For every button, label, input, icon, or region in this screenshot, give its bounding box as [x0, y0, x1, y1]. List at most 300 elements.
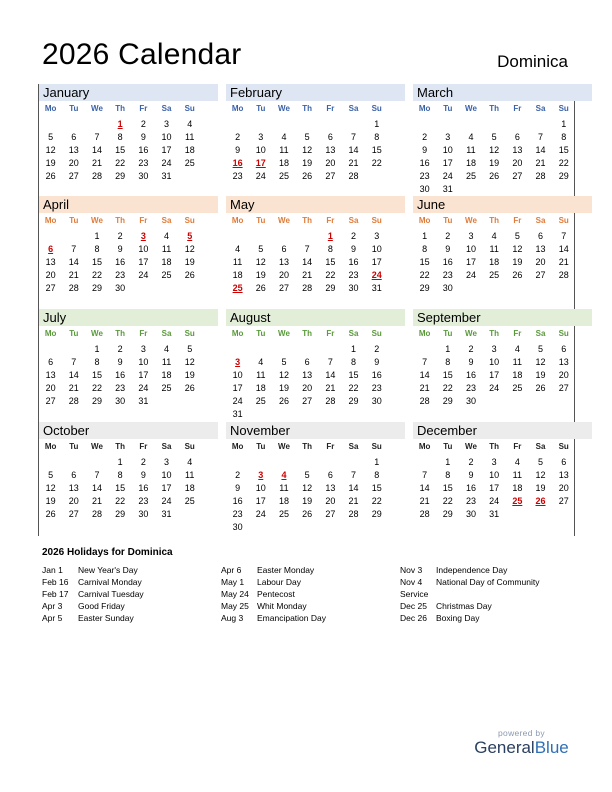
day-cell[interactable]: 16 — [138, 483, 149, 493]
day-cell[interactable]: 18 — [512, 370, 523, 380]
day-cell[interactable]: 5 — [258, 244, 264, 254]
holiday-day[interactable]: 17 — [255, 158, 266, 168]
day-cell[interactable]: 11 — [512, 470, 523, 480]
day-cell[interactable]: 19 — [45, 158, 56, 168]
day-cell[interactable]: 14 — [348, 483, 359, 493]
day-cell[interactable]: 8 — [445, 357, 451, 367]
day-cell[interactable]: 9 — [374, 357, 380, 367]
holiday-day[interactable]: 4 — [281, 470, 287, 480]
day-cell[interactable]: 3 — [164, 457, 170, 467]
day-cell[interactable]: 9 — [422, 145, 428, 155]
holiday-day[interactable]: 3 — [258, 470, 264, 480]
day-cell[interactable]: 4 — [164, 344, 170, 354]
day-cell[interactable]: 28 — [558, 270, 569, 280]
holiday-day[interactable]: 25 — [232, 283, 243, 293]
day-cell[interactable]: 1 — [445, 457, 451, 467]
day-cell[interactable]: 16 — [115, 370, 126, 380]
day-cell[interactable]: 15 — [442, 370, 453, 380]
day-cell[interactable]: 23 — [138, 158, 149, 168]
day-cell[interactable]: 11 — [489, 244, 499, 254]
day-cell[interactable]: 12 — [512, 244, 523, 254]
day-cell[interactable]: 22 — [558, 158, 569, 168]
day-cell[interactable]: 16 — [115, 257, 126, 267]
day-cell[interactable]: 1 — [351, 344, 357, 354]
day-cell[interactable]: 23 — [371, 383, 382, 393]
day-cell[interactable]: 19 — [255, 270, 266, 280]
day-cell[interactable]: 8 — [117, 132, 123, 142]
day-cell[interactable]: 3 — [140, 344, 146, 354]
day-cell[interactable]: 10 — [138, 357, 149, 367]
day-cell[interactable]: 27 — [558, 496, 569, 506]
day-cell[interactable]: 27 — [302, 396, 313, 406]
day-cell[interactable]: 12 — [278, 370, 289, 380]
day-cell[interactable]: 23 — [232, 171, 243, 181]
day-cell[interactable]: 7 — [351, 132, 357, 142]
day-cell[interactable]: 5 — [304, 470, 310, 480]
holiday-day[interactable]: 3 — [235, 357, 241, 367]
day-cell[interactable]: 10 — [371, 244, 382, 254]
day-cell[interactable]: 30 — [138, 509, 149, 519]
day-cell[interactable]: 16 — [232, 496, 243, 506]
holiday-day[interactable]: 24 — [371, 270, 382, 280]
day-cell[interactable]: 30 — [232, 522, 243, 532]
day-cell[interactable]: 15 — [115, 483, 126, 493]
day-cell[interactable]: 20 — [325, 496, 336, 506]
day-cell[interactable]: 17 — [161, 483, 172, 493]
day-cell[interactable]: 10 — [138, 244, 149, 254]
day-cell[interactable]: 29 — [115, 171, 126, 181]
day-cell[interactable]: 17 — [255, 496, 266, 506]
day-cell[interactable]: 30 — [138, 171, 149, 181]
holiday-day[interactable]: 1 — [327, 231, 333, 241]
day-cell[interactable]: 21 — [348, 158, 359, 168]
day-cell[interactable]: 2 — [140, 119, 146, 129]
day-cell[interactable]: 19 — [512, 257, 523, 267]
day-cell[interactable]: 12 — [302, 483, 313, 493]
day-cell[interactable]: 27 — [45, 283, 56, 293]
day-cell[interactable]: 27 — [68, 509, 79, 519]
day-cell[interactable]: 25 — [161, 270, 172, 280]
day-cell[interactable]: 26 — [302, 171, 313, 181]
day-cell[interactable]: 10 — [255, 483, 266, 493]
day-cell[interactable]: 14 — [558, 244, 569, 254]
day-cell[interactable]: 21 — [91, 496, 102, 506]
day-cell[interactable]: 30 — [419, 184, 430, 194]
day-cell[interactable]: 4 — [491, 231, 497, 241]
day-cell[interactable]: 26 — [45, 509, 56, 519]
day-cell[interactable]: 26 — [255, 283, 266, 293]
day-cell[interactable]: 22 — [91, 270, 102, 280]
day-cell[interactable]: 14 — [91, 483, 102, 493]
day-cell[interactable]: 19 — [535, 370, 546, 380]
day-cell[interactable]: 17 — [138, 257, 149, 267]
brand-logo[interactable] — [474, 738, 569, 758]
day-cell[interactable]: 15 — [348, 370, 359, 380]
day-cell[interactable]: 12 — [535, 357, 546, 367]
day-cell[interactable]: 14 — [91, 145, 102, 155]
holiday-day[interactable]: 1 — [117, 119, 123, 129]
day-cell[interactable]: 4 — [281, 132, 287, 142]
day-cell[interactable]: 14 — [348, 145, 359, 155]
day-cell[interactable]: 4 — [514, 344, 520, 354]
day-cell[interactable]: 10 — [161, 132, 172, 142]
day-cell[interactable]: 20 — [558, 370, 569, 380]
day-cell[interactable]: 12 — [45, 483, 56, 493]
day-cell[interactable]: 22 — [91, 383, 102, 393]
day-cell[interactable]: 21 — [302, 270, 313, 280]
day-cell[interactable]: 13 — [325, 145, 336, 155]
day-cell[interactable]: 15 — [371, 483, 382, 493]
day-cell[interactable]: 16 — [465, 370, 476, 380]
day-cell[interactable]: 31 — [232, 409, 243, 419]
day-cell[interactable]: 7 — [94, 132, 100, 142]
day-cell[interactable]: 29 — [371, 509, 382, 519]
day-cell[interactable]: 21 — [419, 496, 430, 506]
day-cell[interactable]: 19 — [489, 158, 500, 168]
day-cell[interactable]: 3 — [164, 119, 170, 129]
day-cell[interactable]: 9 — [468, 470, 474, 480]
day-cell[interactable]: 28 — [419, 509, 430, 519]
day-cell[interactable]: 7 — [422, 470, 428, 480]
day-cell[interactable]: 20 — [68, 496, 79, 506]
day-cell[interactable]: 11 — [185, 132, 195, 142]
day-cell[interactable]: 22 — [325, 270, 336, 280]
day-cell[interactable]: 8 — [327, 244, 333, 254]
day-cell[interactable]: 25 — [184, 496, 195, 506]
day-cell[interactable]: 14 — [535, 145, 546, 155]
day-cell[interactable]: 4 — [187, 119, 193, 129]
day-cell[interactable]: 16 — [465, 483, 476, 493]
day-cell[interactable]: 8 — [351, 357, 357, 367]
day-cell[interactable]: 6 — [327, 470, 333, 480]
day-cell[interactable]: 27 — [278, 283, 289, 293]
day-cell[interactable]: 23 — [138, 496, 149, 506]
day-cell[interactable]: 30 — [115, 283, 126, 293]
day-cell[interactable]: 18 — [278, 158, 289, 168]
day-cell[interactable]: 28 — [419, 396, 430, 406]
day-cell[interactable]: 2 — [140, 457, 146, 467]
day-cell[interactable]: 11 — [256, 370, 266, 380]
day-cell[interactable]: 17 — [371, 257, 382, 267]
day-cell[interactable]: 17 — [138, 370, 149, 380]
day-cell[interactable]: 5 — [538, 344, 544, 354]
day-cell[interactable]: 29 — [419, 283, 430, 293]
day-cell[interactable]: 30 — [442, 283, 453, 293]
day-cell[interactable]: 21 — [68, 270, 79, 280]
day-cell[interactable]: 13 — [512, 145, 523, 155]
day-cell[interactable]: 31 — [138, 396, 149, 406]
day-cell[interactable]: 11 — [161, 244, 172, 254]
day-cell[interactable]: 16 — [442, 257, 453, 267]
day-cell[interactable]: 7 — [351, 470, 357, 480]
day-cell[interactable]: 21 — [68, 383, 79, 393]
day-cell[interactable]: 28 — [535, 171, 546, 181]
day-cell[interactable]: 20 — [558, 483, 569, 493]
day-cell[interactable]: 18 — [184, 483, 195, 493]
day-cell[interactable]: 10 — [489, 470, 500, 480]
day-cell[interactable]: 14 — [302, 257, 313, 267]
day-cell[interactable]: 13 — [45, 370, 56, 380]
day-cell[interactable]: 20 — [278, 270, 289, 280]
day-cell[interactable]: 30 — [465, 396, 476, 406]
day-cell[interactable]: 27 — [325, 171, 336, 181]
day-cell[interactable]: 13 — [45, 257, 56, 267]
day-cell[interactable]: 19 — [184, 257, 195, 267]
day-cell[interactable]: 5 — [48, 470, 54, 480]
day-cell[interactable]: 23 — [419, 171, 430, 181]
day-cell[interactable]: 13 — [558, 470, 569, 480]
day-cell[interactable]: 24 — [489, 496, 500, 506]
day-cell[interactable]: 22 — [442, 496, 453, 506]
day-cell[interactable]: 25 — [465, 171, 476, 181]
day-cell[interactable]: 2 — [374, 344, 380, 354]
day-cell[interactable]: 29 — [91, 283, 102, 293]
day-cell[interactable]: 6 — [71, 470, 77, 480]
day-cell[interactable]: 25 — [278, 509, 289, 519]
day-cell[interactable]: 15 — [442, 483, 453, 493]
day-cell[interactable]: 31 — [161, 509, 172, 519]
day-cell[interactable]: 9 — [468, 357, 474, 367]
day-cell[interactable]: 4 — [235, 244, 241, 254]
day-cell[interactable]: 22 — [442, 383, 453, 393]
day-cell[interactable]: 7 — [304, 244, 310, 254]
day-cell[interactable]: 10 — [489, 357, 500, 367]
day-cell[interactable]: 15 — [115, 145, 126, 155]
day-cell[interactable]: 29 — [442, 396, 453, 406]
day-cell[interactable]: 15 — [371, 145, 382, 155]
day-cell[interactable]: 21 — [535, 158, 546, 168]
day-cell[interactable]: 2 — [468, 344, 474, 354]
day-cell[interactable]: 18 — [278, 496, 289, 506]
day-cell[interactable]: 7 — [422, 357, 428, 367]
day-cell[interactable]: 25 — [278, 171, 289, 181]
day-cell[interactable]: 2 — [468, 457, 474, 467]
day-cell[interactable]: 25 — [489, 270, 500, 280]
day-cell[interactable]: 23 — [115, 270, 126, 280]
day-cell[interactable]: 2 — [445, 231, 451, 241]
holiday-day[interactable]: 25 — [512, 496, 523, 506]
day-cell[interactable]: 19 — [278, 383, 289, 393]
day-cell[interactable]: 11 — [185, 470, 195, 480]
day-cell[interactable]: 24 — [465, 270, 476, 280]
day-cell[interactable]: 23 — [465, 383, 476, 393]
day-cell[interactable]: 1 — [94, 344, 100, 354]
day-cell[interactable]: 8 — [422, 244, 428, 254]
day-cell[interactable]: 19 — [302, 158, 313, 168]
day-cell[interactable]: 21 — [91, 158, 102, 168]
day-cell[interactable]: 7 — [538, 132, 544, 142]
day-cell[interactable]: 28 — [325, 396, 336, 406]
day-cell[interactable]: 13 — [302, 370, 313, 380]
day-cell[interactable]: 13 — [278, 257, 289, 267]
day-cell[interactable]: 10 — [232, 370, 243, 380]
day-cell[interactable]: 26 — [45, 171, 56, 181]
day-cell[interactable]: 2 — [235, 470, 241, 480]
day-cell[interactable]: 13 — [558, 357, 569, 367]
day-cell[interactable]: 30 — [348, 283, 359, 293]
day-cell[interactable]: 5 — [514, 231, 520, 241]
day-cell[interactable]: 26 — [535, 383, 546, 393]
day-cell[interactable]: 5 — [491, 132, 497, 142]
day-cell[interactable]: 28 — [68, 396, 79, 406]
day-cell[interactable]: 11 — [161, 357, 172, 367]
day-cell[interactable]: 29 — [442, 509, 453, 519]
day-cell[interactable]: 13 — [68, 145, 79, 155]
day-cell[interactable]: 23 — [348, 270, 359, 280]
day-cell[interactable]: 2 — [117, 231, 123, 241]
holiday-day[interactable]: 26 — [535, 496, 546, 506]
day-cell[interactable]: 23 — [465, 496, 476, 506]
day-cell[interactable]: 27 — [325, 509, 336, 519]
day-cell[interactable]: 22 — [115, 496, 126, 506]
day-cell[interactable]: 10 — [255, 145, 266, 155]
day-cell[interactable]: 20 — [45, 383, 56, 393]
day-cell[interactable]: 26 — [302, 509, 313, 519]
day-cell[interactable]: 15 — [558, 145, 569, 155]
day-cell[interactable]: 24 — [138, 383, 149, 393]
day-cell[interactable]: 1 — [374, 457, 380, 467]
day-cell[interactable]: 4 — [164, 231, 170, 241]
day-cell[interactable]: 12 — [255, 257, 266, 267]
day-cell[interactable]: 9 — [351, 244, 357, 254]
day-cell[interactable]: 14 — [68, 257, 79, 267]
day-cell[interactable]: 10 — [442, 145, 453, 155]
day-cell[interactable]: 28 — [348, 509, 359, 519]
day-cell[interactable]: 12 — [302, 145, 313, 155]
day-cell[interactable]: 18 — [232, 270, 243, 280]
day-cell[interactable]: 31 — [442, 184, 453, 194]
day-cell[interactable]: 6 — [304, 357, 310, 367]
day-cell[interactable]: 19 — [535, 483, 546, 493]
day-cell[interactable]: 16 — [348, 257, 359, 267]
day-cell[interactable]: 20 — [45, 270, 56, 280]
day-cell[interactable]: 7 — [94, 470, 100, 480]
day-cell[interactable]: 18 — [489, 257, 500, 267]
day-cell[interactable]: 4 — [258, 357, 264, 367]
day-cell[interactable]: 17 — [465, 257, 476, 267]
day-cell[interactable]: 5 — [281, 357, 287, 367]
holiday-day[interactable]: 3 — [140, 231, 146, 241]
day-cell[interactable]: 9 — [445, 244, 451, 254]
day-cell[interactable]: 15 — [91, 370, 102, 380]
day-cell[interactable]: 18 — [512, 483, 523, 493]
day-cell[interactable]: 26 — [489, 171, 500, 181]
day-cell[interactable]: 21 — [325, 383, 336, 393]
day-cell[interactable]: 24 — [442, 171, 453, 181]
day-cell[interactable]: 4 — [514, 457, 520, 467]
day-cell[interactable]: 20 — [325, 158, 336, 168]
day-cell[interactable]: 26 — [512, 270, 523, 280]
day-cell[interactable]: 11 — [466, 145, 476, 155]
day-cell[interactable]: 28 — [68, 283, 79, 293]
day-cell[interactable]: 9 — [117, 244, 123, 254]
day-cell[interactable]: 1 — [117, 457, 123, 467]
day-cell[interactable]: 28 — [91, 509, 102, 519]
day-cell[interactable]: 6 — [561, 457, 567, 467]
day-cell[interactable]: 1 — [94, 231, 100, 241]
day-cell[interactable]: 20 — [68, 158, 79, 168]
day-cell[interactable]: 19 — [302, 496, 313, 506]
day-cell[interactable]: 15 — [325, 257, 336, 267]
day-cell[interactable]: 12 — [489, 145, 500, 155]
day-cell[interactable]: 18 — [161, 370, 172, 380]
day-cell[interactable]: 22 — [371, 158, 382, 168]
day-cell[interactable]: 27 — [68, 171, 79, 181]
day-cell[interactable]: 31 — [371, 283, 382, 293]
day-cell[interactable]: 13 — [535, 244, 546, 254]
day-cell[interactable]: 6 — [538, 231, 544, 241]
day-cell[interactable]: 2 — [351, 231, 357, 241]
day-cell[interactable]: 17 — [161, 145, 172, 155]
day-cell[interactable]: 6 — [514, 132, 520, 142]
day-cell[interactable]: 29 — [325, 283, 336, 293]
day-cell[interactable]: 15 — [419, 257, 430, 267]
day-cell[interactable]: 14 — [68, 370, 79, 380]
day-cell[interactable]: 23 — [442, 270, 453, 280]
day-cell[interactable]: 14 — [419, 370, 430, 380]
day-cell[interactable]: 20 — [302, 383, 313, 393]
day-cell[interactable]: 23 — [115, 383, 126, 393]
day-cell[interactable]: 24 — [161, 158, 172, 168]
day-cell[interactable]: 1 — [422, 231, 428, 241]
day-cell[interactable]: 31 — [489, 509, 500, 519]
day-cell[interactable]: 17 — [489, 483, 500, 493]
day-cell[interactable]: 28 — [302, 283, 313, 293]
day-cell[interactable]: 1 — [374, 119, 380, 129]
day-cell[interactable]: 25 — [161, 383, 172, 393]
day-cell[interactable]: 7 — [561, 231, 567, 241]
holiday-day[interactable]: 6 — [48, 244, 54, 254]
day-cell[interactable]: 8 — [117, 470, 123, 480]
day-cell[interactable]: 3 — [374, 231, 380, 241]
day-cell[interactable]: 29 — [558, 171, 569, 181]
day-cell[interactable]: 6 — [48, 357, 54, 367]
day-cell[interactable]: 1 — [445, 344, 451, 354]
day-cell[interactable]: 31 — [161, 171, 172, 181]
day-cell[interactable]: 27 — [45, 396, 56, 406]
day-cell[interactable]: 18 — [184, 145, 195, 155]
day-cell[interactable]: 9 — [235, 145, 241, 155]
day-cell[interactable]: 30 — [371, 396, 382, 406]
day-cell[interactable]: 21 — [558, 257, 569, 267]
day-cell[interactable]: 18 — [465, 158, 476, 168]
day-cell[interactable]: 29 — [348, 396, 359, 406]
day-cell[interactable]: 2 — [235, 132, 241, 142]
day-cell[interactable]: 28 — [91, 171, 102, 181]
day-cell[interactable]: 25 — [184, 158, 195, 168]
day-cell[interactable]: 3 — [258, 132, 264, 142]
day-cell[interactable]: 5 — [538, 457, 544, 467]
day-cell[interactable]: 8 — [374, 132, 380, 142]
day-cell[interactable]: 24 — [161, 496, 172, 506]
day-cell[interactable]: 12 — [45, 145, 56, 155]
day-cell[interactable]: 26 — [184, 270, 195, 280]
day-cell[interactable]: 4 — [187, 457, 193, 467]
day-cell[interactable]: 5 — [304, 132, 310, 142]
day-cell[interactable]: 9 — [235, 483, 241, 493]
day-cell[interactable]: 19 — [184, 370, 195, 380]
day-cell[interactable]: 3 — [445, 132, 451, 142]
day-cell[interactable]: 30 — [115, 396, 126, 406]
day-cell[interactable]: 22 — [348, 383, 359, 393]
day-cell[interactable]: 2 — [117, 344, 123, 354]
day-cell[interactable]: 17 — [232, 383, 243, 393]
day-cell[interactable]: 30 — [465, 509, 476, 519]
day-cell[interactable]: 11 — [512, 357, 523, 367]
day-cell[interactable]: 8 — [94, 244, 100, 254]
day-cell[interactable]: 7 — [71, 357, 77, 367]
day-cell[interactable]: 2 — [422, 132, 428, 142]
